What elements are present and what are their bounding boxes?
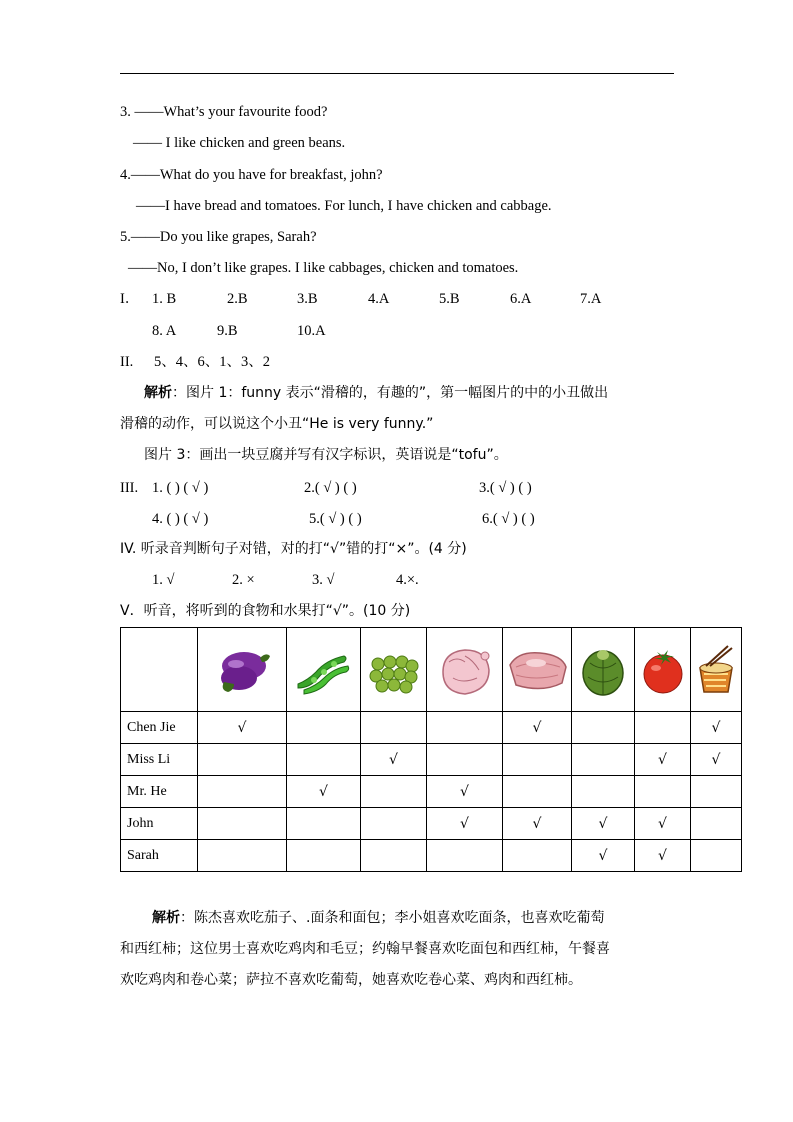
chicken-icon	[435, 642, 495, 698]
check-cell	[287, 744, 361, 776]
section4-item: 3. √	[312, 572, 335, 588]
section1-answer: 9.B	[217, 323, 238, 339]
section3-item: 4. ( ) ( √ )	[152, 511, 209, 527]
table-row	[121, 808, 742, 840]
noodles-icon	[694, 642, 738, 698]
check-cell	[198, 744, 287, 776]
analysis-label: 解析	[152, 910, 180, 926]
section3-label: III.	[120, 480, 139, 496]
cabbage-icon	[578, 641, 628, 699]
header-cell	[427, 628, 503, 712]
section1-answer: 5.B	[439, 291, 460, 307]
header-rule	[120, 73, 674, 74]
check-cell	[427, 840, 503, 872]
answer-line-5b: ――No, I don’t like grapes. I like cabbages, chicken and tomatoes.	[128, 260, 519, 276]
check-cell	[287, 840, 361, 872]
section4-item: 1. √	[152, 572, 175, 588]
check-cell	[503, 776, 572, 808]
section2-analysis-line1	[144, 384, 608, 402]
table-row	[121, 712, 742, 744]
check-cell: √	[635, 744, 691, 776]
table-row	[121, 840, 742, 872]
check-cell	[635, 776, 691, 808]
check-cell	[691, 776, 742, 808]
check-cell: √	[635, 808, 691, 840]
answer-line-3a: 3. ――What’s your favourite food?	[120, 104, 328, 120]
section1-answer: 1. B	[152, 291, 177, 307]
check-cell: √	[691, 744, 742, 776]
section3-item: 6.( √ ) ( )	[482, 511, 535, 527]
section5-title: V．听音，将听到的食物和水果打“√”。(10 分)	[120, 603, 411, 619]
check-cell	[572, 744, 635, 776]
student-name-cell: Miss Li	[121, 744, 198, 776]
header-cell	[198, 628, 287, 712]
check-cell: √	[427, 776, 503, 808]
student-name-cell: Sarah	[121, 840, 198, 872]
section3-item: 2.( √ ) ( )	[304, 480, 357, 496]
check-cell: √	[427, 808, 503, 840]
section2-analysis-line2: 滑稽的动作，可以说这个小丑“He is very funny.”	[120, 416, 434, 432]
section1-answer: 4.A	[368, 291, 390, 307]
header-cell	[635, 628, 691, 712]
meat-icon	[506, 645, 568, 695]
tomato-icon	[640, 642, 686, 698]
section5-analysis-line2: 和西红柿；这位男士喜欢吃鸡肉和毛豆；约翰早餐喜欢吃面包和西红柿，午餐喜	[120, 941, 610, 957]
check-cell	[361, 840, 427, 872]
check-cell	[361, 808, 427, 840]
check-cell: √	[361, 744, 427, 776]
check-cell	[691, 808, 742, 840]
check-cell	[198, 808, 287, 840]
check-cell	[572, 712, 635, 744]
table-header-row	[121, 628, 742, 712]
answer-line-3b: ―― I like chicken and green beans.	[133, 135, 346, 151]
analysis-label: 解析	[144, 385, 172, 401]
section1-answer: 10.A	[297, 323, 326, 339]
analysis-text: ：图片 1：funny 表示“滑稽的，有趣的”，第一幅图片的中的小丑做出	[172, 385, 609, 401]
section4-item: 2. ×	[232, 572, 255, 588]
check-cell: √	[635, 840, 691, 872]
table-row	[121, 744, 742, 776]
section1-answer: 3.B	[297, 291, 318, 307]
section4-title: IV. 听录音判断句子对错，对的打“√”错的打“×”。(4 分)	[120, 541, 467, 557]
section4-item: 4.×.	[396, 572, 419, 588]
header-cell	[287, 628, 361, 712]
section1-answer: 6.A	[510, 291, 532, 307]
check-cell	[198, 840, 287, 872]
check-cell: √	[503, 808, 572, 840]
student-name-cell: Mr. He	[121, 776, 198, 808]
grapes-icon	[366, 644, 422, 696]
section1-answer: 7.A	[580, 291, 602, 307]
student-name-cell: John	[121, 808, 198, 840]
check-cell: √	[287, 776, 361, 808]
empty-corner-cell	[121, 628, 198, 712]
answer-line-4b: ――I have bread and tomatoes. For lunch, I have chicken and cabbage.	[136, 198, 552, 214]
section3-item: 5.( √ ) ( )	[309, 511, 362, 527]
section1-answer: 8. A	[152, 323, 177, 339]
check-cell	[691, 840, 742, 872]
section2-answer: 5、4、6、1、3、2	[154, 354, 270, 370]
header-cell	[691, 628, 742, 712]
section5-analysis-line3: 欢吃鸡肉和卷心菜；萨拉不喜欢吃葡萄，她喜欢吃卷心菜、鸡肉和西红柿。	[120, 972, 582, 988]
check-cell	[198, 776, 287, 808]
section1-answer: 2.B	[227, 291, 248, 307]
check-cell	[427, 744, 503, 776]
answer-line-5a: 5.――Do you like grapes, Sarah?	[120, 229, 317, 245]
check-cell	[361, 712, 427, 744]
header-cell	[361, 628, 427, 712]
check-cell	[287, 808, 361, 840]
food-table	[120, 627, 742, 872]
check-cell	[427, 712, 503, 744]
header-cell	[503, 628, 572, 712]
answer-line-4a: 4.――What do you have for breakfast, john?	[120, 167, 383, 183]
header-cell	[572, 628, 635, 712]
check-cell	[361, 776, 427, 808]
check-cell: √	[572, 840, 635, 872]
check-cell: √	[503, 712, 572, 744]
eggplant-icon	[212, 644, 272, 696]
section1-label: I．	[120, 291, 140, 307]
section2-analysis-line3: 图片 3：画出一块豆腐并写有汉字标识，英语说是“tofu”。	[144, 447, 508, 463]
table-row	[121, 776, 742, 808]
check-cell	[572, 776, 635, 808]
check-cell	[635, 712, 691, 744]
check-cell	[503, 840, 572, 872]
check-cell: √	[198, 712, 287, 744]
check-cell	[503, 744, 572, 776]
analysis-text: ：陈杰喜欢吃茄子、.面条和面包；李小姐喜欢吃面条，也喜欢吃葡萄	[180, 910, 605, 926]
section3-item: 3.( √ ) ( )	[479, 480, 532, 496]
check-cell: √	[572, 808, 635, 840]
student-name-cell: Chen Jie	[121, 712, 198, 744]
section2-label: II.	[120, 354, 134, 370]
green-beans-icon	[294, 644, 354, 696]
check-cell	[287, 712, 361, 744]
section5-analysis-line1	[152, 909, 604, 927]
check-cell: √	[691, 712, 742, 744]
section3-item: 1. ( ) ( √ )	[152, 480, 209, 496]
